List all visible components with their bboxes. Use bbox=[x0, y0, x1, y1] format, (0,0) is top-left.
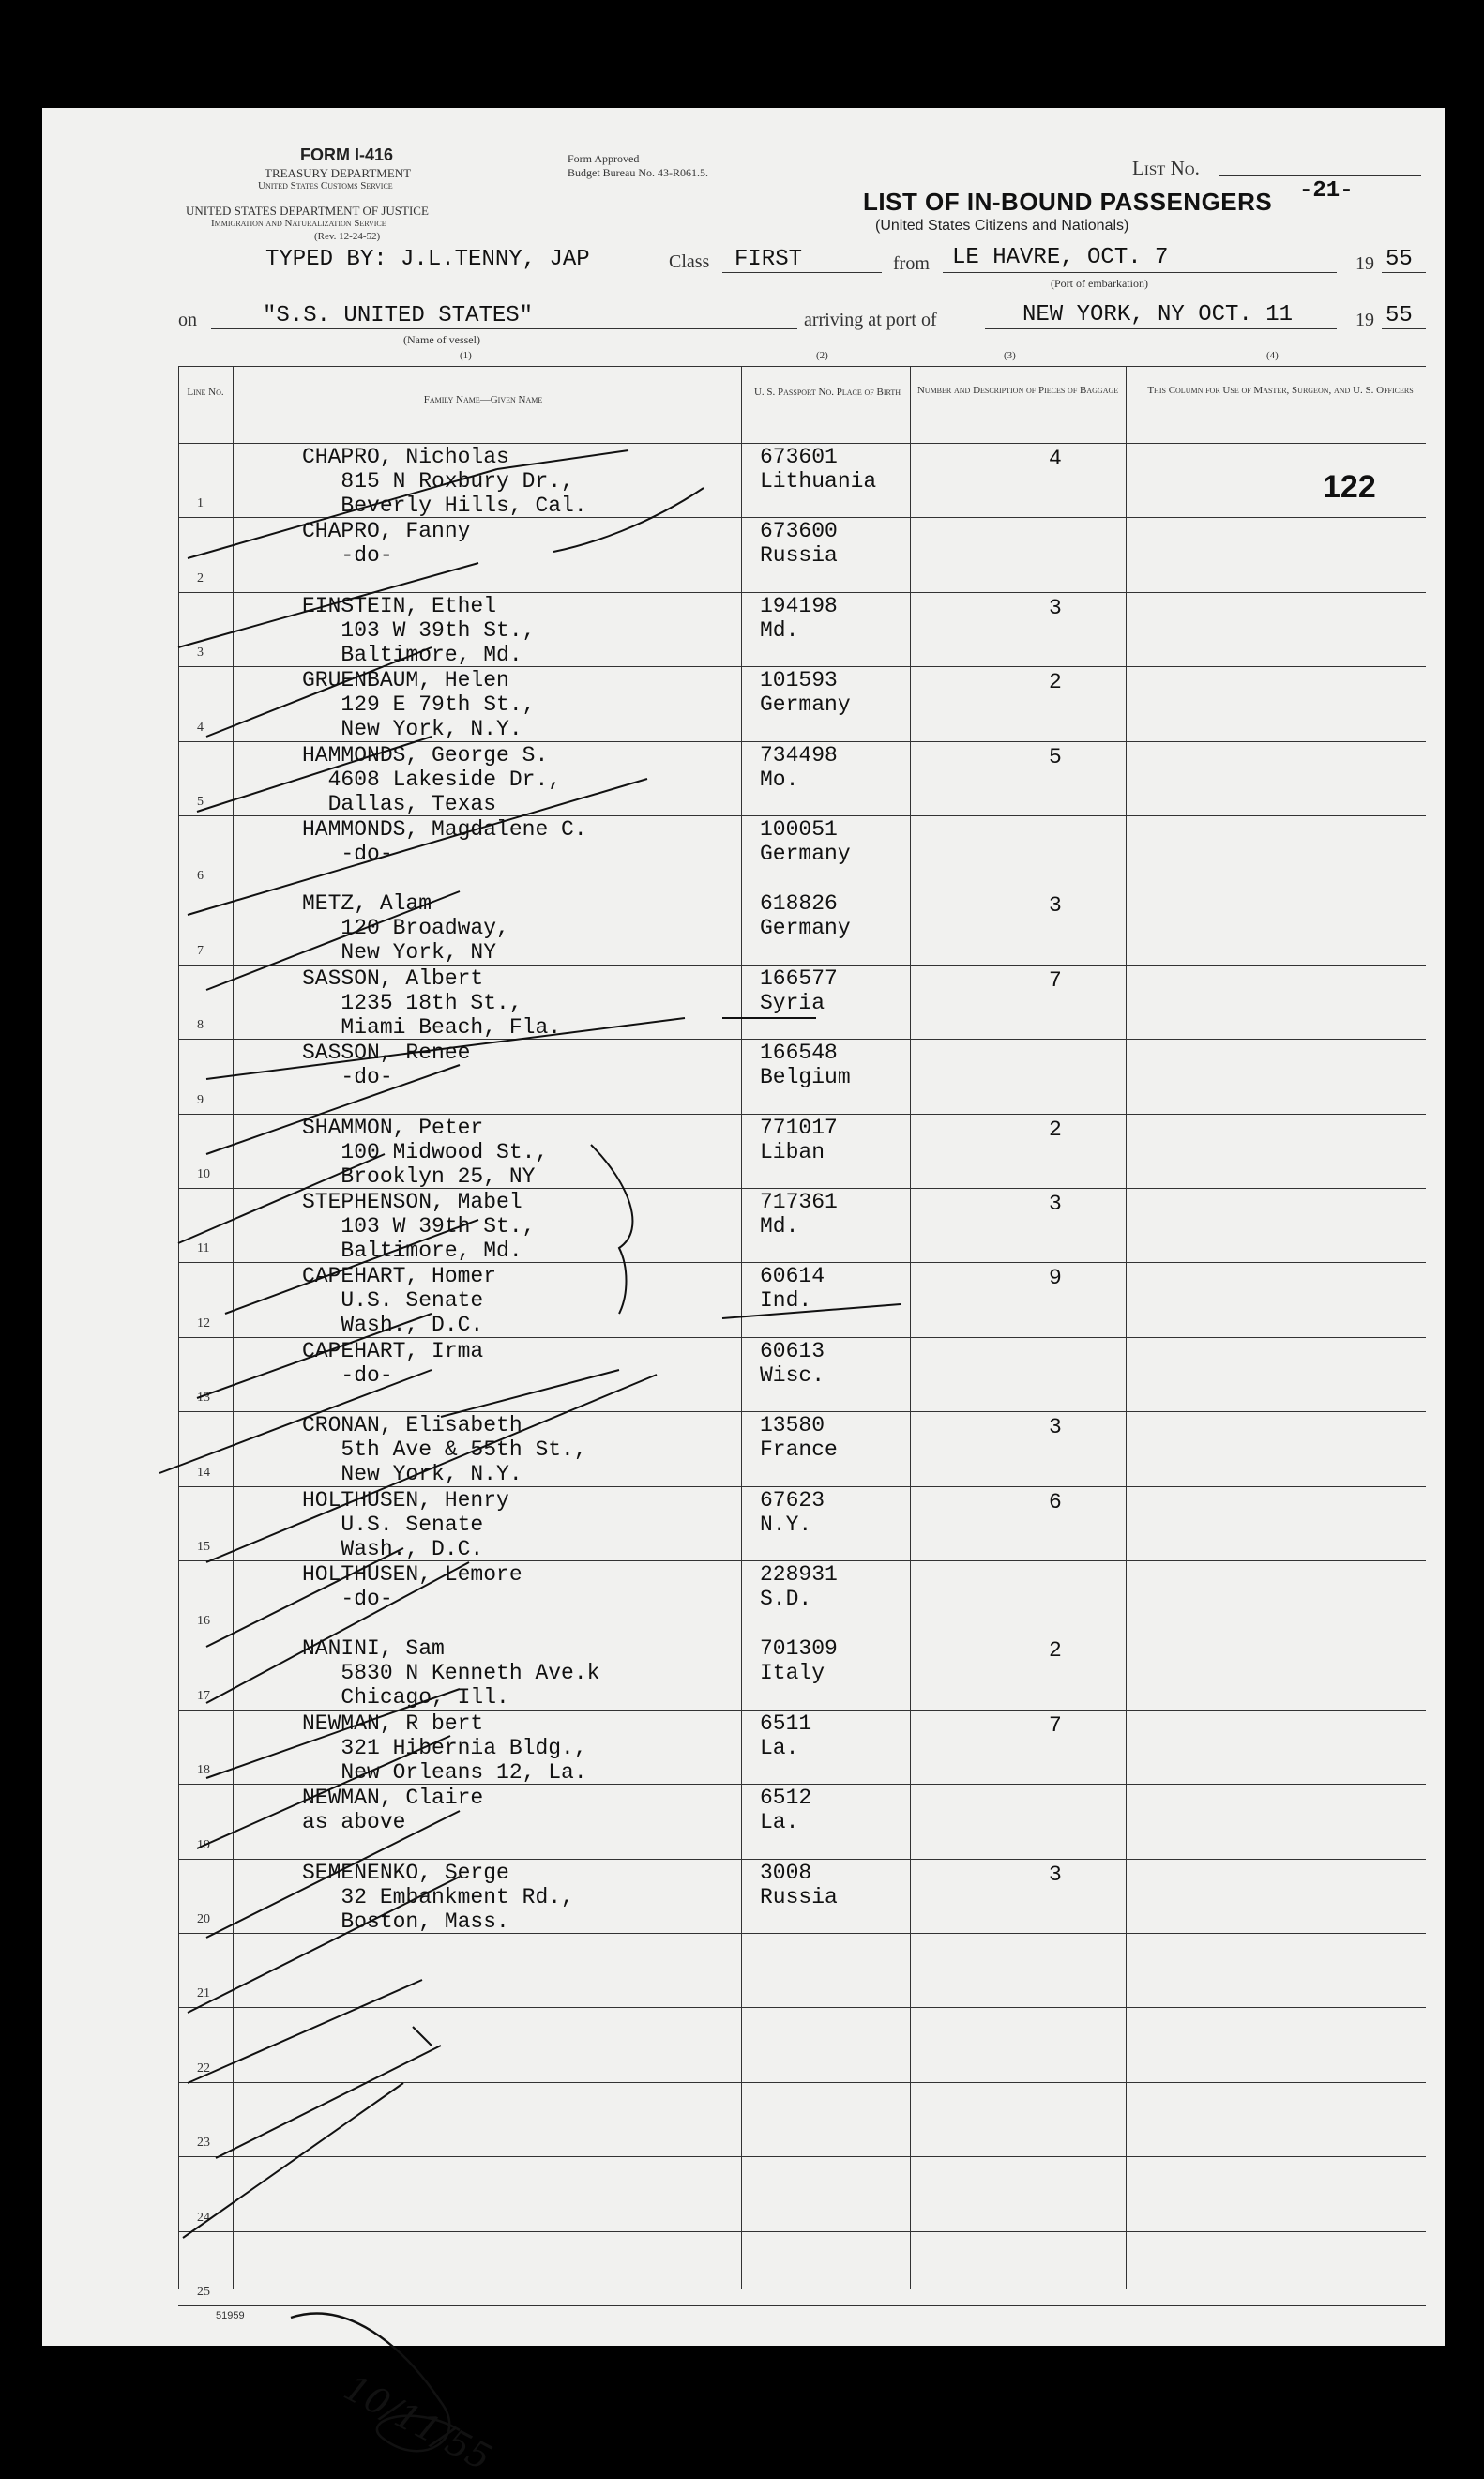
line-number: 20 bbox=[197, 1912, 210, 1926]
line-number: 2 bbox=[197, 570, 204, 586]
passport-birthplace: 734498 Mo. bbox=[760, 742, 838, 792]
baggage-count: 3 bbox=[1049, 595, 1062, 620]
col-num-4: (4) bbox=[1266, 350, 1279, 361]
baggage-count: 3 bbox=[1049, 1862, 1062, 1887]
line-number: 22 bbox=[197, 2061, 210, 2076]
col-header-name: Family Name—Given Name bbox=[423, 394, 543, 405]
year-value: 55 bbox=[1386, 247, 1413, 272]
baggage-count: 6 bbox=[1049, 1489, 1062, 1514]
baggage-count: 7 bbox=[1049, 1712, 1062, 1738]
passenger-name-address: HOLTHUSEN, Henry U.S. Senate Wash., D.C. bbox=[302, 1487, 509, 1561]
col-header-line-no: Line No. bbox=[187, 387, 224, 398]
passport-birthplace: 60613 Wisc. bbox=[760, 1338, 825, 1388]
passenger-name-address: SEMENENKO, Serge 32 Embankment Rd., Boston, Mass. bbox=[302, 1860, 574, 1934]
baggage-count: 2 bbox=[1049, 1117, 1062, 1142]
col-header-officers: This Column for Use of Master, Surgeon, and U. S. Officers bbox=[1147, 385, 1414, 396]
passport-birthplace: 6512 La. bbox=[760, 1786, 812, 1835]
from-underline bbox=[943, 272, 1337, 273]
line-number: 23 bbox=[197, 2136, 210, 2151]
line-number: 16 bbox=[197, 1614, 210, 1629]
col-num-3: (3) bbox=[1004, 350, 1016, 361]
line-number: 14 bbox=[197, 1465, 210, 1480]
from-value: LE HAVRE, OCT. 7 bbox=[952, 245, 1169, 270]
passenger-name-address: HOLTHUSEN, Lemore -do- bbox=[302, 1562, 522, 1611]
passport-birthplace: 166548 Belgium bbox=[760, 1041, 851, 1090]
passenger-name-address: METZ, Alam 120 Broadway, New York, NY bbox=[302, 891, 509, 966]
passport-birthplace: 60614 Ind. bbox=[760, 1264, 825, 1314]
form-number: FORM I-416 bbox=[300, 145, 394, 164]
passenger-name-address: CRONAN, Elisabeth 5th Ave & 55th St., New York, N.Y. bbox=[302, 1413, 587, 1487]
line-number: 1 bbox=[197, 496, 204, 511]
class-value: FIRST bbox=[734, 247, 803, 272]
baggage-count: 2 bbox=[1049, 670, 1062, 695]
passport-birthplace: 673601 Lithuania bbox=[760, 445, 877, 494]
line-number: 13 bbox=[197, 1391, 210, 1406]
passport-birthplace: 101593 Germany bbox=[760, 668, 851, 718]
line-number: 11 bbox=[197, 1241, 210, 1256]
vessel-caption: (Name of vessel) bbox=[403, 333, 480, 346]
arriving-value: NEW YORK, NY OCT. 11 bbox=[1022, 302, 1294, 327]
class-label: Class bbox=[669, 251, 710, 272]
row-bottom-border bbox=[178, 2305, 1426, 2306]
from-label: from bbox=[893, 253, 930, 274]
line-number: 18 bbox=[197, 1763, 210, 1778]
passenger-name-address: EINSTEIN, Ethel 103 W 39th St., Baltimore, Md. bbox=[302, 593, 536, 667]
line-number: 5 bbox=[197, 795, 204, 809]
year2-prefix: 19 bbox=[1355, 310, 1374, 330]
passenger-name-address: NEWMAN, Claire as above bbox=[302, 1786, 484, 1835]
document-page bbox=[42, 108, 1445, 2479]
line-number: 8 bbox=[197, 1018, 204, 1033]
passport-birthplace: 228931 S.D. bbox=[760, 1562, 838, 1611]
passport-birthplace: 771017 Liban bbox=[760, 1115, 838, 1164]
year2-value: 55 bbox=[1386, 303, 1413, 328]
line-number: 12 bbox=[197, 1316, 210, 1331]
customs-service: United States Customs Service bbox=[258, 180, 393, 191]
handwritten-date: 10/11/55 bbox=[337, 2366, 499, 2479]
baggage-count: 9 bbox=[1049, 1266, 1062, 1291]
passenger-name-address: HAMMONDS, George S. 4608 Lakeside Dr., Dallas, Texas bbox=[302, 742, 562, 816]
immigration-service: Immigration and Naturalization Service bbox=[211, 218, 386, 229]
line-number: 24 bbox=[197, 2210, 210, 2225]
line-number: 19 bbox=[197, 1837, 210, 1852]
passport-birthplace: 13580 France bbox=[760, 1413, 838, 1463]
print-code: 51959 bbox=[216, 2310, 245, 2321]
form-approved: Form Approved bbox=[568, 152, 640, 165]
passport-birthplace: 194198 Md. bbox=[760, 593, 838, 643]
passenger-name-address: SASSON, Albert 1235 18th St., Miami Beach, Fla. bbox=[302, 966, 562, 1040]
line-number: 17 bbox=[197, 1688, 210, 1703]
baggage-count: 2 bbox=[1049, 1638, 1062, 1664]
handwriting-overlay bbox=[122, 366, 1426, 2289]
list-no-label: List No. bbox=[1132, 157, 1200, 179]
passenger-name-address: SHAMMON, Peter 100 Midwood St., Brooklyn 25, NY bbox=[302, 1115, 549, 1189]
on-label: on bbox=[178, 310, 197, 330]
officer-note: 122 bbox=[1323, 469, 1376, 505]
passport-birthplace: 701309 Italy bbox=[760, 1636, 838, 1686]
vessel-value: "S.S. UNITED STATES" bbox=[263, 303, 534, 328]
passport-birthplace: 100051 Germany bbox=[760, 817, 851, 866]
line-number: 25 bbox=[197, 2285, 210, 2299]
revision-date: (Rev. 12-24-52) bbox=[314, 231, 381, 242]
passport-birthplace: 618826 Germany bbox=[760, 891, 851, 941]
arriving-underline bbox=[985, 328, 1337, 329]
budget-bureau: Budget Bureau No. 43-R061.5. bbox=[568, 166, 708, 179]
line-number: 9 bbox=[197, 1092, 204, 1107]
line-number: 4 bbox=[197, 720, 204, 735]
class-underline bbox=[722, 272, 882, 273]
year-underline bbox=[1382, 272, 1426, 273]
passport-birthplace: 67623 N.Y. bbox=[760, 1487, 825, 1537]
baggage-count: 3 bbox=[1049, 1415, 1062, 1440]
passenger-name-address: HAMMONDS, Magdalene C. -do- bbox=[302, 817, 587, 866]
passenger-name-address: SASSON, Renee -do- bbox=[302, 1041, 471, 1090]
passport-birthplace: 3008 Russia bbox=[760, 1860, 838, 1909]
line-number: 10 bbox=[197, 1167, 210, 1181]
passenger-name-address: GRUENBAUM, Helen 129 E 79th St., New York, N.Y. bbox=[302, 668, 536, 742]
arriving-label: arriving at port of bbox=[804, 310, 937, 330]
line-number: 3 bbox=[197, 646, 204, 661]
list-no-value: -21- bbox=[1299, 178, 1354, 204]
line-number: 15 bbox=[197, 1540, 210, 1554]
col-num-2: (2) bbox=[816, 350, 828, 361]
passport-birthplace: 166577 Syria bbox=[760, 966, 838, 1015]
passenger-name-address: NEWMAN, R bert 321 Hibernia Bldg., New Orleans 12, La. bbox=[302, 1711, 587, 1785]
col-num-1: (1) bbox=[460, 350, 472, 361]
typed-by: TYPED BY: J.L.TENNY, JAP bbox=[265, 247, 590, 272]
baggage-count: 3 bbox=[1049, 893, 1062, 919]
line-number: 7 bbox=[197, 943, 204, 958]
passport-birthplace: 673600 Russia bbox=[760, 519, 838, 569]
passport-birthplace: 6511 La. bbox=[760, 1711, 812, 1760]
passenger-name-address: CHAPRO, Fanny -do- bbox=[302, 519, 471, 569]
passenger-name-address: NANINI, Sam 5830 N Kenneth Ave.k Chicago, Ill. bbox=[302, 1636, 600, 1711]
col-header-baggage: Number and Description of Pieces of Baggage bbox=[916, 385, 1119, 396]
passenger-name-address: CHAPRO, Nicholas 815 N Roxbury Dr., Beverly Hills, Cal. bbox=[302, 445, 587, 518]
line-number: 21 bbox=[197, 1986, 210, 2001]
baggage-count: 5 bbox=[1049, 744, 1062, 769]
passport-birthplace: 717361 Md. bbox=[760, 1190, 838, 1239]
year-prefix: 19 bbox=[1355, 253, 1374, 274]
passenger-name-address: CAPEHART, Irma -do- bbox=[302, 1338, 484, 1388]
document-title: LIST OF IN-BOUND PASSENGERS bbox=[863, 188, 1273, 216]
justice-department: UNITED STATES DEPARTMENT OF JUSTICE bbox=[186, 204, 429, 218]
col-header-passport: U. S. Passport No. Place of Birth bbox=[753, 387, 901, 398]
port-embarkation-caption: (Port of embarkation) bbox=[1051, 277, 1148, 290]
passenger-name-address: STEPHENSON, Mabel 103 W 39th St., Baltimore, Md. bbox=[302, 1190, 536, 1263]
treasury-department: TREASURY DEPARTMENT bbox=[265, 166, 412, 180]
line-number: 6 bbox=[197, 869, 204, 884]
vessel-underline bbox=[211, 328, 797, 329]
passenger-name-address: CAPEHART, Homer U.S. Senate Wash., D.C. bbox=[302, 1264, 497, 1338]
baggage-count: 4 bbox=[1049, 447, 1062, 471]
list-no-underline bbox=[1219, 175, 1421, 176]
baggage-count: 3 bbox=[1049, 1192, 1062, 1216]
baggage-count: 7 bbox=[1049, 967, 1062, 993]
year2-underline bbox=[1382, 328, 1426, 329]
document-subtitle: (United States Citizens and Nationals) bbox=[875, 218, 1129, 234]
